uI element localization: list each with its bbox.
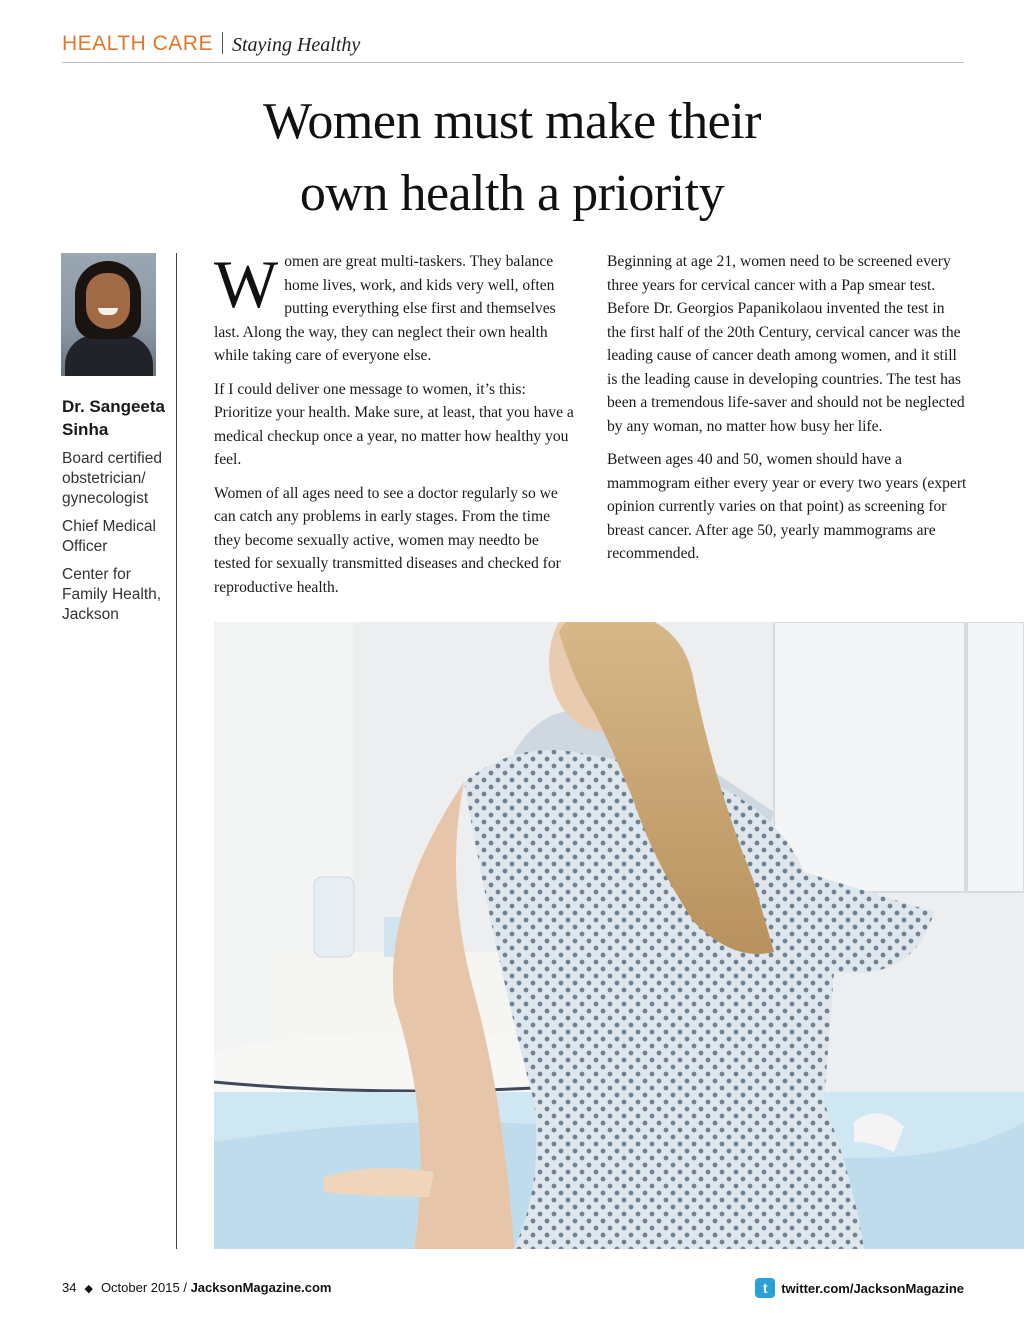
article-column-2 <box>607 250 967 576</box>
article-photo <box>214 622 1024 1249</box>
drop-cap: W <box>214 246 279 322</box>
paragraph: Beginning at age 21, women need to be screened every three years for cervical cancer with a Pap smear test. Before Dr. Georgios Papanikolaou invented the test in the first half of the 20th Century, cervical cancer was the leading cause of cancer death among women, and it still is the leading cause in developing countries. The test has been a tremendous life-saver and should not be neglected by any woman, no matter how busy her life. <box>607 253 965 435</box>
author-credential: Chief Medical Officer <box>62 518 156 555</box>
author-name: Dr. Sangeeta Sinha <box>62 397 165 439</box>
article-column-1 <box>214 246 574 609</box>
title-line-1: Women must make their <box>263 93 761 150</box>
subsection-label: Staying Healthy <box>232 34 361 56</box>
twitter-icon: t <box>755 1278 775 1298</box>
author-byline <box>62 395 172 625</box>
article-title <box>140 86 884 230</box>
footer-left <box>62 1280 331 1295</box>
sidebar-rule <box>176 253 177 1249</box>
diamond-icon: ◆ <box>84 1283 93 1295</box>
section-label: HEALTH CARE <box>62 32 213 55</box>
page-footer <box>62 1278 964 1298</box>
issue-date: October 2015 / <box>100 1280 191 1295</box>
title-line-2: own health a priority <box>299 165 725 222</box>
magazine-site-link[interactable]: JacksonMagazine.com <box>190 1280 332 1295</box>
page-number: 34 <box>62 1280 77 1295</box>
paragraph: Between ages 40 and 50, women should have a mammogram either every year or every two years (expert opinion currently varies on that point) as screening for breast cancer. After age 50, yearly mammograms are recommended. <box>607 451 967 562</box>
page-header <box>62 30 964 63</box>
twitter-handle: twitter.com/JacksonMagazine <box>781 1280 964 1296</box>
twitter-link[interactable] <box>755 1278 964 1298</box>
paragraph: Women of all ages need to see a doctor regularly so we can catch any problems in early stages. From the time they become sexually active, women may needto be tested for sexually transmitted diseases and checked for reproductive health. <box>214 484 561 596</box>
paragraph: If I could deliver one message to women, it’s this: Prioritize your health. Make sure, at least, that you have a medical checkup once a year, no matter how healthy you feel. <box>214 380 574 468</box>
header-divider <box>222 32 223 54</box>
author-credential: Board certified obstetrician/ gynecologist <box>62 450 162 507</box>
author-photo <box>61 253 156 376</box>
paragraph: Women are great multi-taskers. They balance home lives, work, and kids very well, often putting everything else first and themselves last. Along the way, they can neglect their own health while taking care of everyone else. <box>214 246 556 364</box>
author-credential: Center for Family Health, Jackson <box>62 566 162 623</box>
